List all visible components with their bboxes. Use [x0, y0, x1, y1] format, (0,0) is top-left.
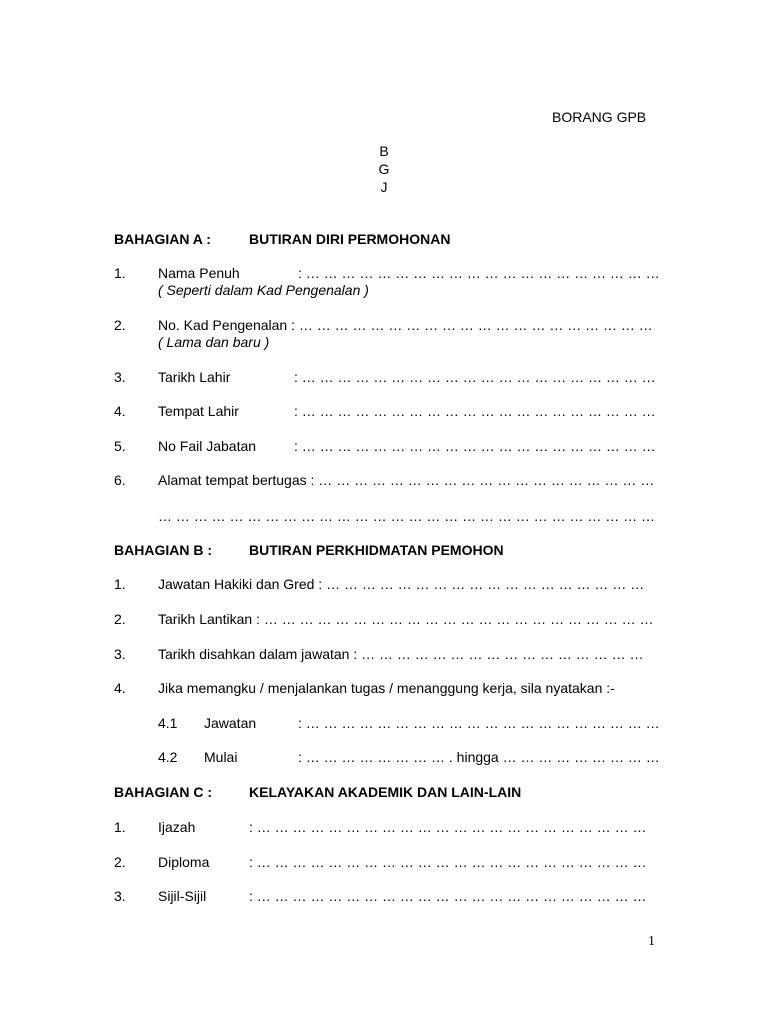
section-a-item-5-num: 5.: [114, 438, 126, 454]
section-a-item-3-label: Tarikh Lahir: [158, 369, 231, 385]
section-b-item-2-field[interactable]: Tarikh Lantikan : … … … … … … … … … … … … … … … … … … … … … …: [158, 611, 654, 627]
section-a-item-3-field[interactable]: : … … … … … … … … … … … … … … … … … … … …: [294, 369, 656, 385]
form-title-line-1: B: [379, 143, 389, 159]
section-a-item-1-label: Nama Penuh: [158, 265, 240, 281]
section-b-subitem-4-2-field[interactable]: : … … … … … … … … . hingga … … … … … … … … …: [298, 749, 660, 765]
section-a-item-3-num: 3.: [114, 369, 126, 385]
section-c-item-2-num: 2.: [114, 854, 126, 870]
section-a-title: BUTIRAN DIRI PERMOHONAN: [249, 231, 451, 247]
section-b-subitem-4-1-field[interactable]: : … … … … … … … … … … … … … … … … … … … …: [298, 715, 660, 731]
section-b-item-1-num: 1.: [114, 576, 126, 592]
section-b-subitem-4-2-label: Mulai: [204, 749, 238, 765]
section-c-item-3-num: 3.: [114, 888, 126, 904]
section-a-item-6-field[interactable]: Alamat tempat bertugas : … … … … … … … … … … … … … … … … … … …: [158, 472, 655, 488]
section-a-item-2-num: 2.: [114, 317, 126, 333]
section-a-item-6-field-line-2[interactable]: … … … … … … … … … … … … … … … … … … … … … … … … … … … …: [158, 508, 656, 524]
section-b-item-3-num: 3.: [114, 646, 126, 662]
section-c-item-2-label: Diploma: [158, 854, 210, 870]
section-a-item-4-label: Tempat Lahir: [158, 403, 239, 419]
section-b-item-2-num: 2.: [114, 611, 126, 627]
page-number: 1: [648, 934, 655, 949]
section-c-item-3-field[interactable]: : … … … … … … … … … … … … … … … … … … … … … …: [249, 888, 647, 904]
section-b-item-1-field[interactable]: Jawatan Hakiki dan Gred : … … … … … … … … … … … … … … … … … …: [158, 576, 645, 592]
section-b-subitem-4-2-num: 4.2: [158, 749, 178, 765]
section-c-item-3-label: Sijil-Sijil: [158, 888, 207, 904]
section-a-item-5-field[interactable]: : … … … … … … … … … … … … … … … … … … … …: [294, 438, 656, 454]
section-a-item-5-label: No Fail Jabatan: [158, 438, 257, 454]
section-b-label: BAHAGIAN B :: [114, 542, 212, 558]
form-title-line-3: J: [380, 179, 388, 195]
section-a-item-4-num: 4.: [114, 403, 126, 419]
section-c-label: BAHAGIAN C :: [114, 784, 212, 800]
section-b-item-3-field[interactable]: Tarikh disahkan dalam jawatan : … … … … … … … … … … … … … … … …: [158, 646, 644, 662]
section-c-title: KELAYAKAN AKADEMIK DAN LAIN-LAIN: [249, 784, 522, 800]
form-code: BORANG GPB: [552, 109, 647, 125]
section-a-label: BAHAGIAN A :: [114, 231, 211, 247]
section-c-item-1-label: Ijazah: [158, 819, 196, 835]
section-c-item-2-field[interactable]: : … … … … … … … … … … … … … … … … … … … … … …: [249, 854, 647, 870]
section-a-item-6-num: 6.: [114, 472, 126, 488]
section-b-subitem-4-1-num: 4.1: [158, 715, 178, 731]
section-b-subitem-4-1-label: Jawatan: [204, 715, 257, 731]
section-a-item-2-note: ( Lama dan baru ): [158, 334, 270, 350]
section-c-item-1-num: 1.: [114, 819, 126, 835]
section-c-item-1-field[interactable]: : … … … … … … … … … … … … … … … … … … … … … …: [249, 819, 647, 835]
section-a-item-1-note: ( Seperti dalam Kad Pengenalan ): [158, 282, 369, 298]
section-b-title: BUTIRAN PERKHIDMATAN PEMOHON: [249, 542, 504, 558]
section-a-item-2-field[interactable]: No. Kad Pengenalan : … … … … … … … … … … … … … … … … … … … …: [158, 317, 653, 333]
section-b-item-4-num: 4.: [114, 680, 126, 696]
section-b-item-4-text: Jika memangku / menjalankan tugas / menanggung kerja, sila nyatakan :-: [158, 680, 615, 696]
section-a-item-1-num: 1.: [114, 265, 126, 281]
section-a-item-1-field[interactable]: : … … … … … … … … … … … … … … … … … … … …: [298, 265, 660, 281]
form-title-line-2: G: [378, 161, 390, 177]
section-a-item-4-field[interactable]: : … … … … … … … … … … … … … … … … … … … …: [294, 403, 656, 419]
